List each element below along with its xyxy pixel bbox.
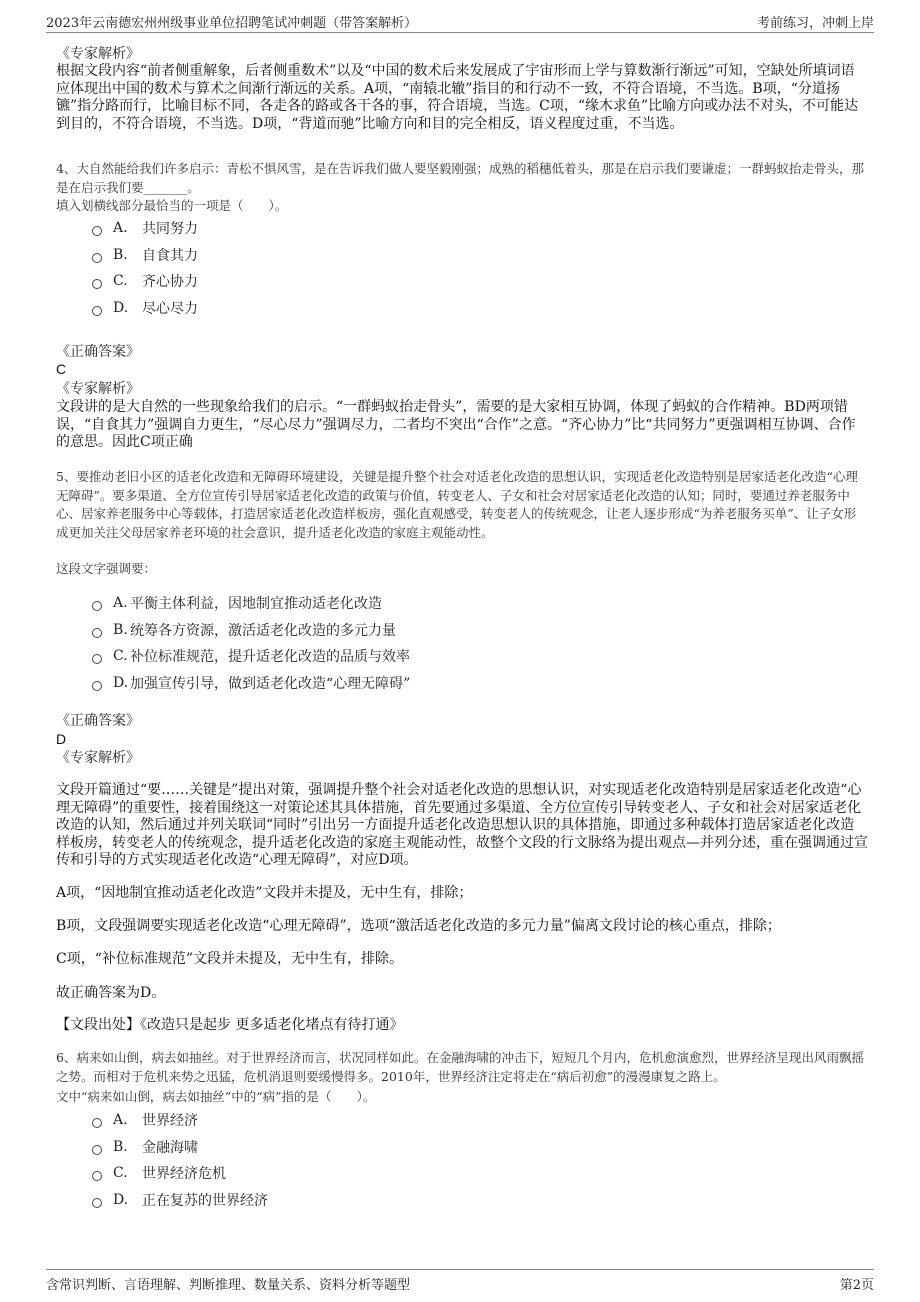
q5-option-c[interactable]: C. 补位标准规范，提升适老化改造的品质与效率: [92, 643, 792, 670]
q5-analysis-main: 文段开篇通过“要……关键是”提出对策，强调提升整个社会对适老化改造的思想认识，对实现适老化改造特别是居家适老化改造“心理无障碍”的重要性，接着围绕这一对策论述其具体措施，首先要通过多渠道、全方位宣传引导转变老人、子女和社会对居家适老化改造的认知，然后通过并列关联词“同时”引出另一方面提升适老化改造思想认识的具体措施，即通过多种载体打造居家适老化改造样板房，转变老人的传统观念，提升适老化改造的家庭主观能动性，故整个文段的行文脉络为提出观点—并列分述，重在强调通过宣传和引导的方式实现适老化改造“心理无障碍”，对应D项。: [56, 782, 868, 868]
expert-analysis-label: 《专家解析》: [56, 46, 140, 62]
q6-option-b[interactable]: B. 金融海啸: [92, 1134, 792, 1161]
expert-analysis-label: 《专家解析》: [56, 381, 140, 397]
q6-options: [92, 1107, 792, 1213]
document-title: 2023年云南德宏州州级事业单位招聘笔试冲刺题（带答案解析）: [46, 16, 418, 31]
q3-analysis: 根据文段内容“前者侧重解象，后者侧重数术”以及“中国的数术后来发展成了宇宙形而上学与算数渐行渐远”可知，空缺处所填词语应体现出中国的数术与算术之间渐行渐远的关系。A项，“南辕北辙”指目的和行动不一致，不符合语境，不当选。B项，“分道扬镳”指分路而行，比喻目标不同，各走各的路或各干各的事，符合语境，当选。C项，“缘木求鱼”比喻方向或办法不对头，不可能达到目的，不符合语境，不当选。D项，“背道而驰”比喻方向和目的完全相反，语义程度过重，不当选。: [56, 63, 859, 132]
q5-analysis-a: A项，“因地制宜推动适老化改造”文段并未提及，无中生有，排除；: [56, 885, 473, 901]
q4-stem: 4、大自然能给我们许多启示：青松不惧风雪，是在告诉我们做人要坚毅刚强；成熟的稻穗低着头，那是在启示我们要谦虚；一群蚂蚁抬走骨头，那是在启示我们要_______。: [56, 161, 864, 195]
footer-categories: 含常识判断、言语理解、判断推理、数量关系、资料分析等题型: [46, 1278, 411, 1293]
radio-icon[interactable]: [92, 306, 102, 316]
radio-icon[interactable]: [92, 1118, 102, 1128]
page-number: 第2页: [839, 1278, 874, 1293]
correct-answer-label: 《正确答案》: [56, 344, 140, 360]
radio-icon[interactable]: [92, 253, 102, 263]
q4-options: [92, 215, 792, 321]
q6-option-d[interactable]: D. 正在复苏的世界经济: [92, 1187, 792, 1214]
q5-option-b[interactable]: B. 统筹各方资源，激活适老化改造的多元力量: [92, 617, 792, 644]
q4-answer: C: [56, 361, 67, 377]
q4-option-a[interactable]: A. 共同努力: [92, 215, 792, 242]
header-slogan: 考前练习，冲刺上岸: [756, 16, 874, 31]
radio-icon[interactable]: [92, 628, 102, 638]
radio-icon[interactable]: [92, 1171, 102, 1181]
q5-analysis-conclusion: 故正确答案为D。: [56, 985, 166, 1001]
q4-prompt: 填入划横线部分最恰当的一项是（ ）。: [56, 198, 288, 213]
q5-option-d[interactable]: D. 加强宣传引导，做到适老化改造“心理无障碍”: [92, 670, 792, 697]
q4-option-b[interactable]: B. 自食其力: [92, 242, 792, 269]
page-header: [46, 10, 874, 33]
q4-option-c[interactable]: C. 齐心协力: [92, 268, 792, 295]
correct-answer-label: 《正确答案》: [56, 713, 140, 729]
q6-option-a[interactable]: A. 世界经济: [92, 1107, 792, 1134]
q5-source: 【文段出处】《改造只是起步 更多适老化堵点有待打通》: [56, 1017, 404, 1033]
radio-icon[interactable]: [92, 601, 102, 611]
q5-options: [92, 590, 792, 696]
radio-icon[interactable]: [92, 279, 102, 289]
q5-option-a[interactable]: A. 平衡主体利益，因地制宜推动适老化改造: [92, 590, 792, 617]
page-footer: [46, 1269, 874, 1294]
q6-stem: 6、病来如山倒，病去如抽丝。对于世界经济而言，状况同样如此。在金融海啸的冲击下，短短几个月内，危机愈演愈烈，世界经济呈现出风雨飘摇之势。而相对于危机来势之迅猛，危机消退则要缓慢得多。2010年，世界经济注定将走在“病后初愈”的漫漫康复之路上。: [56, 1050, 864, 1084]
q4-analysis: 文段讲的是大自然的一些现象给我们的启示。“一群蚂蚁抬走骨头”，需要的是大家相互协调，体现了蚂蚁的合作精神。BD两项错误，“自食其力”强调自力更生，“尽心尽力”强调尽力，二者均不突出“合作”之意。“齐心协力”比“共同努力”更强调相互协调、合作的意思。因此C项正确: [56, 399, 856, 450]
radio-icon[interactable]: [92, 226, 102, 236]
q6-prompt: 文中“病来如山倒，病去如抽丝”中的“病”指的是（ ）。: [56, 1089, 376, 1104]
q4-option-d[interactable]: D. 尽心尽力: [92, 295, 792, 322]
radio-icon[interactable]: [92, 1145, 102, 1155]
q6-option-c[interactable]: C. 世界经济危机: [92, 1160, 792, 1187]
radio-icon[interactable]: [92, 681, 102, 691]
q5-prompt: 这段文字强调要：: [56, 561, 157, 576]
q5-stem: 5、要推动老旧小区的适老化改造和无障碍环境建设，关键是提升整个社会对适老化改造的思想认识，实现适老化改造特别是居家适老化改造“心理无障碍”。要多渠道、全方位宣传引导居家适老化改造的政策与价值，转变老人、子女和社会对居家适老化改造的认知；同时，要通过养老服务中心、居家养老服务中心等载体，打造居家适老化改造样板房，强化直观感受，转变老人的传统观念，让老人逐步形成“为养老服务买单”、让子女形成更加关注父母居家养老环境的社会意识，提升适老化改造的家庭主观能动性。: [56, 469, 858, 540]
radio-icon[interactable]: [92, 654, 102, 664]
expert-analysis-label: 《专家解析》: [56, 750, 140, 766]
q5-analysis-b: B项，文段强调要实现适老化改造“心理无障碍”，选项“激活适老化改造的多元力量”偏离文段讨论的核心重点，排除；: [56, 918, 781, 934]
radio-icon[interactable]: [92, 1198, 102, 1208]
q5-answer: D: [56, 731, 67, 747]
q5-analysis-c: C项，“补位标准规范”文段并未提及，无中生有，排除。: [56, 951, 404, 967]
